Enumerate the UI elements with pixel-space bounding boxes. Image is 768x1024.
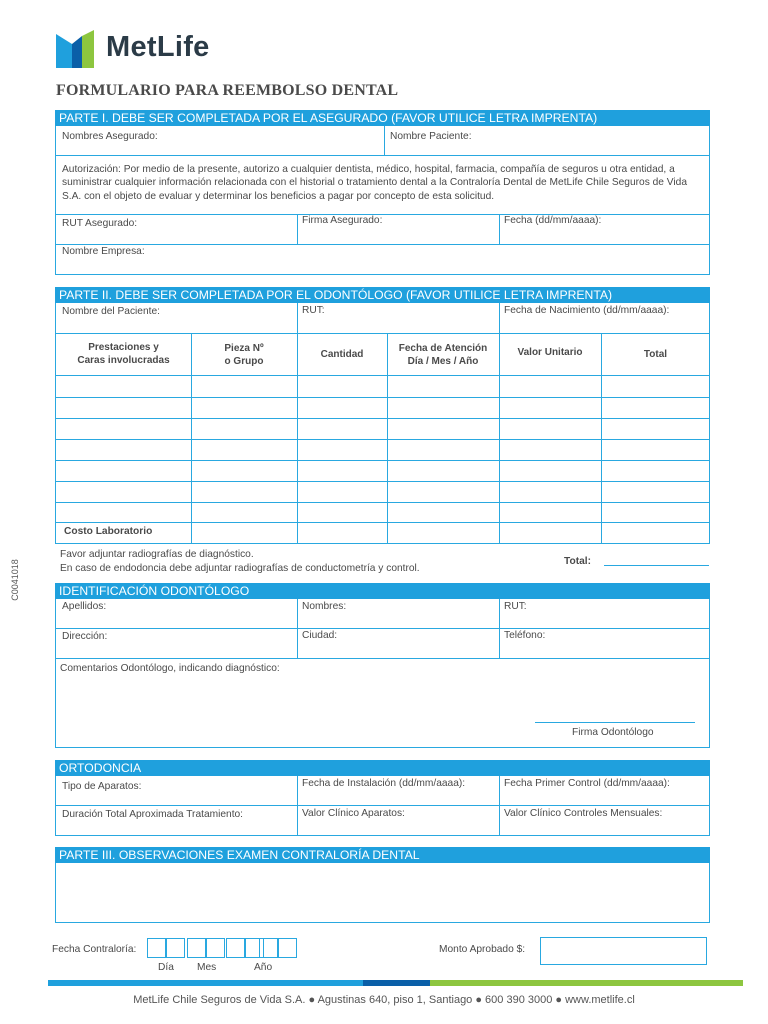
footer-bar-navy (363, 980, 430, 986)
fecha-contraloria-mes-1[interactable] (187, 938, 206, 958)
duracion-field[interactable]: Duración Total Aproximada Tratamiento: (62, 809, 244, 820)
col-pieza: Pieza Nº o Grupo (224, 343, 264, 367)
col-cantidad: Cantidad (320, 349, 364, 360)
metlife-logo-icon (56, 30, 98, 68)
fecha-contraloria-ano-3[interactable] (259, 938, 278, 958)
apellidos-field[interactable]: Apellidos: (62, 601, 107, 612)
note-radiografias: Favor adjuntar radiografías de diagnóstico. (60, 549, 254, 560)
side-code: C0041018 (9, 559, 20, 601)
costo-laboratorio-label: Costo Laboratorio (64, 526, 153, 537)
col-fecha-atencion: Fecha de Atención Día / Mes / Año (398, 343, 488, 367)
monto-aprobado-label: Monto Aprobado $: (439, 944, 526, 955)
ciudad-field[interactable]: Ciudad: (302, 630, 338, 641)
ano-label: Año (254, 962, 273, 973)
ortodoncia-header: ORTODONCIA (55, 760, 710, 776)
monto-aprobado-field[interactable] (540, 937, 707, 965)
firma-odontologo-line[interactable] (535, 722, 695, 723)
comentarios-field[interactable]: Comentarios Odontólogo, indicando diagnóstico: (60, 663, 280, 674)
fecha-nacimiento-field[interactable]: Fecha de Nacimiento (dd/mm/aaaa): (504, 305, 670, 316)
direccion-field[interactable]: Dirección: (62, 631, 108, 642)
fecha-field[interactable]: Fecha (dd/mm/aaaa): (504, 215, 602, 226)
fecha-instalacion-field[interactable]: Fecha de Instalación (dd/mm/aaaa): (302, 778, 466, 789)
fecha-primer-control-field[interactable]: Fecha Primer Control (dd/mm/aaaa): (504, 778, 670, 789)
nombres-field[interactable]: Nombres: (302, 601, 347, 612)
fecha-contraloria-ano-1[interactable] (226, 938, 245, 958)
total-label: Total: (564, 556, 591, 567)
valor-aparatos-field[interactable]: Valor Clínico Aparatos: (302, 808, 405, 819)
part2-section (55, 287, 710, 544)
rut-paciente-field[interactable]: RUT: (302, 305, 325, 316)
fecha-contraloria-dia-1[interactable] (147, 938, 166, 958)
mes-label: Mes (197, 962, 217, 973)
fecha-contraloria-mes-2[interactable] (206, 938, 225, 958)
part3-header: PARTE III. OBSERVACIONES EXAMEN CONTRALORÍA DENTAL (55, 847, 710, 863)
fecha-contraloria-dia-2[interactable] (166, 938, 185, 958)
part1-header: PARTE I. DEBE SER COMPLETADA POR EL ASEGURADO (FAVOR UTILICE LETRA IMPRENTA) (55, 110, 710, 126)
tipo-aparatos-field[interactable]: Tipo de Aparatos: (62, 781, 142, 792)
part2-header: PARTE II. DEBE SER COMPLETADA POR EL ODONTÓLOGO (FAVOR UTILICE LETRA IMPRENTA) (55, 287, 710, 303)
firma-asegurado-field[interactable]: Firma Asegurado: (302, 215, 383, 226)
rut-odontologo-field[interactable]: RUT: (504, 601, 527, 612)
col-total: Total (643, 349, 668, 360)
firma-odontologo-label: Firma Odontólogo (572, 727, 654, 738)
nombre-empresa-field[interactable]: Nombre Empresa: (62, 246, 145, 257)
rut-asegurado-field[interactable]: RUT Asegurado: (62, 218, 138, 229)
footer-bar-blue (48, 980, 363, 986)
valor-controles-field[interactable]: Valor Clínico Controles Mensuales: (504, 808, 663, 819)
autorizacion-text: Autorización: Por medio de la presente, autorizo a cualquier dentista, médico, hospital, farmacia, compañía de seguros u otra entidad, a suministrar cualquier información relacionada con el historial o tratamiento dental a la Contraloría Dental de MetLife Chile Seguros de Vida S.A. con el objeto de evaluar y determinar los beneficios a pagar por concepto de esta solicitud. (62, 164, 687, 202)
brand-name: MetLife (106, 31, 210, 63)
metlife-logo (56, 28, 236, 70)
note-endodoncia: En caso de endodoncia debe adjuntar radiografías de conductometría y control. (60, 563, 420, 574)
nombres-asegurado-field[interactable]: Nombres Asegurado: (62, 131, 158, 142)
footer-text: MetLife Chile Seguros de Vida S.A. ● Agustinas 640, piso 1, Santiago ● 600 390 3000 ● www.metlife.cl (133, 994, 635, 1006)
footer-bar-green (430, 980, 743, 986)
form-title: FORMULARIO PARA REEMBOLSO DENTAL (56, 82, 399, 99)
fecha-contraloria-ano-4[interactable] (278, 938, 297, 958)
nombre-paciente-field[interactable]: Nombre Paciente: (390, 131, 472, 142)
identificacion-header: IDENTIFICACIÓN ODONTÓLOGO (55, 583, 710, 599)
fecha-contraloria-label: Fecha Contraloría: (52, 944, 137, 955)
col-prestaciones: Prestaciones y Caras involucradas (77, 342, 170, 366)
nombre-del-paciente-field[interactable]: Nombre del Paciente: (62, 306, 160, 317)
telefono-field[interactable]: Teléfono: (504, 630, 546, 641)
dia-label: Día (158, 962, 174, 973)
total-field[interactable] (604, 565, 709, 566)
col-valor-unitario: Valor Unitario (517, 347, 583, 358)
